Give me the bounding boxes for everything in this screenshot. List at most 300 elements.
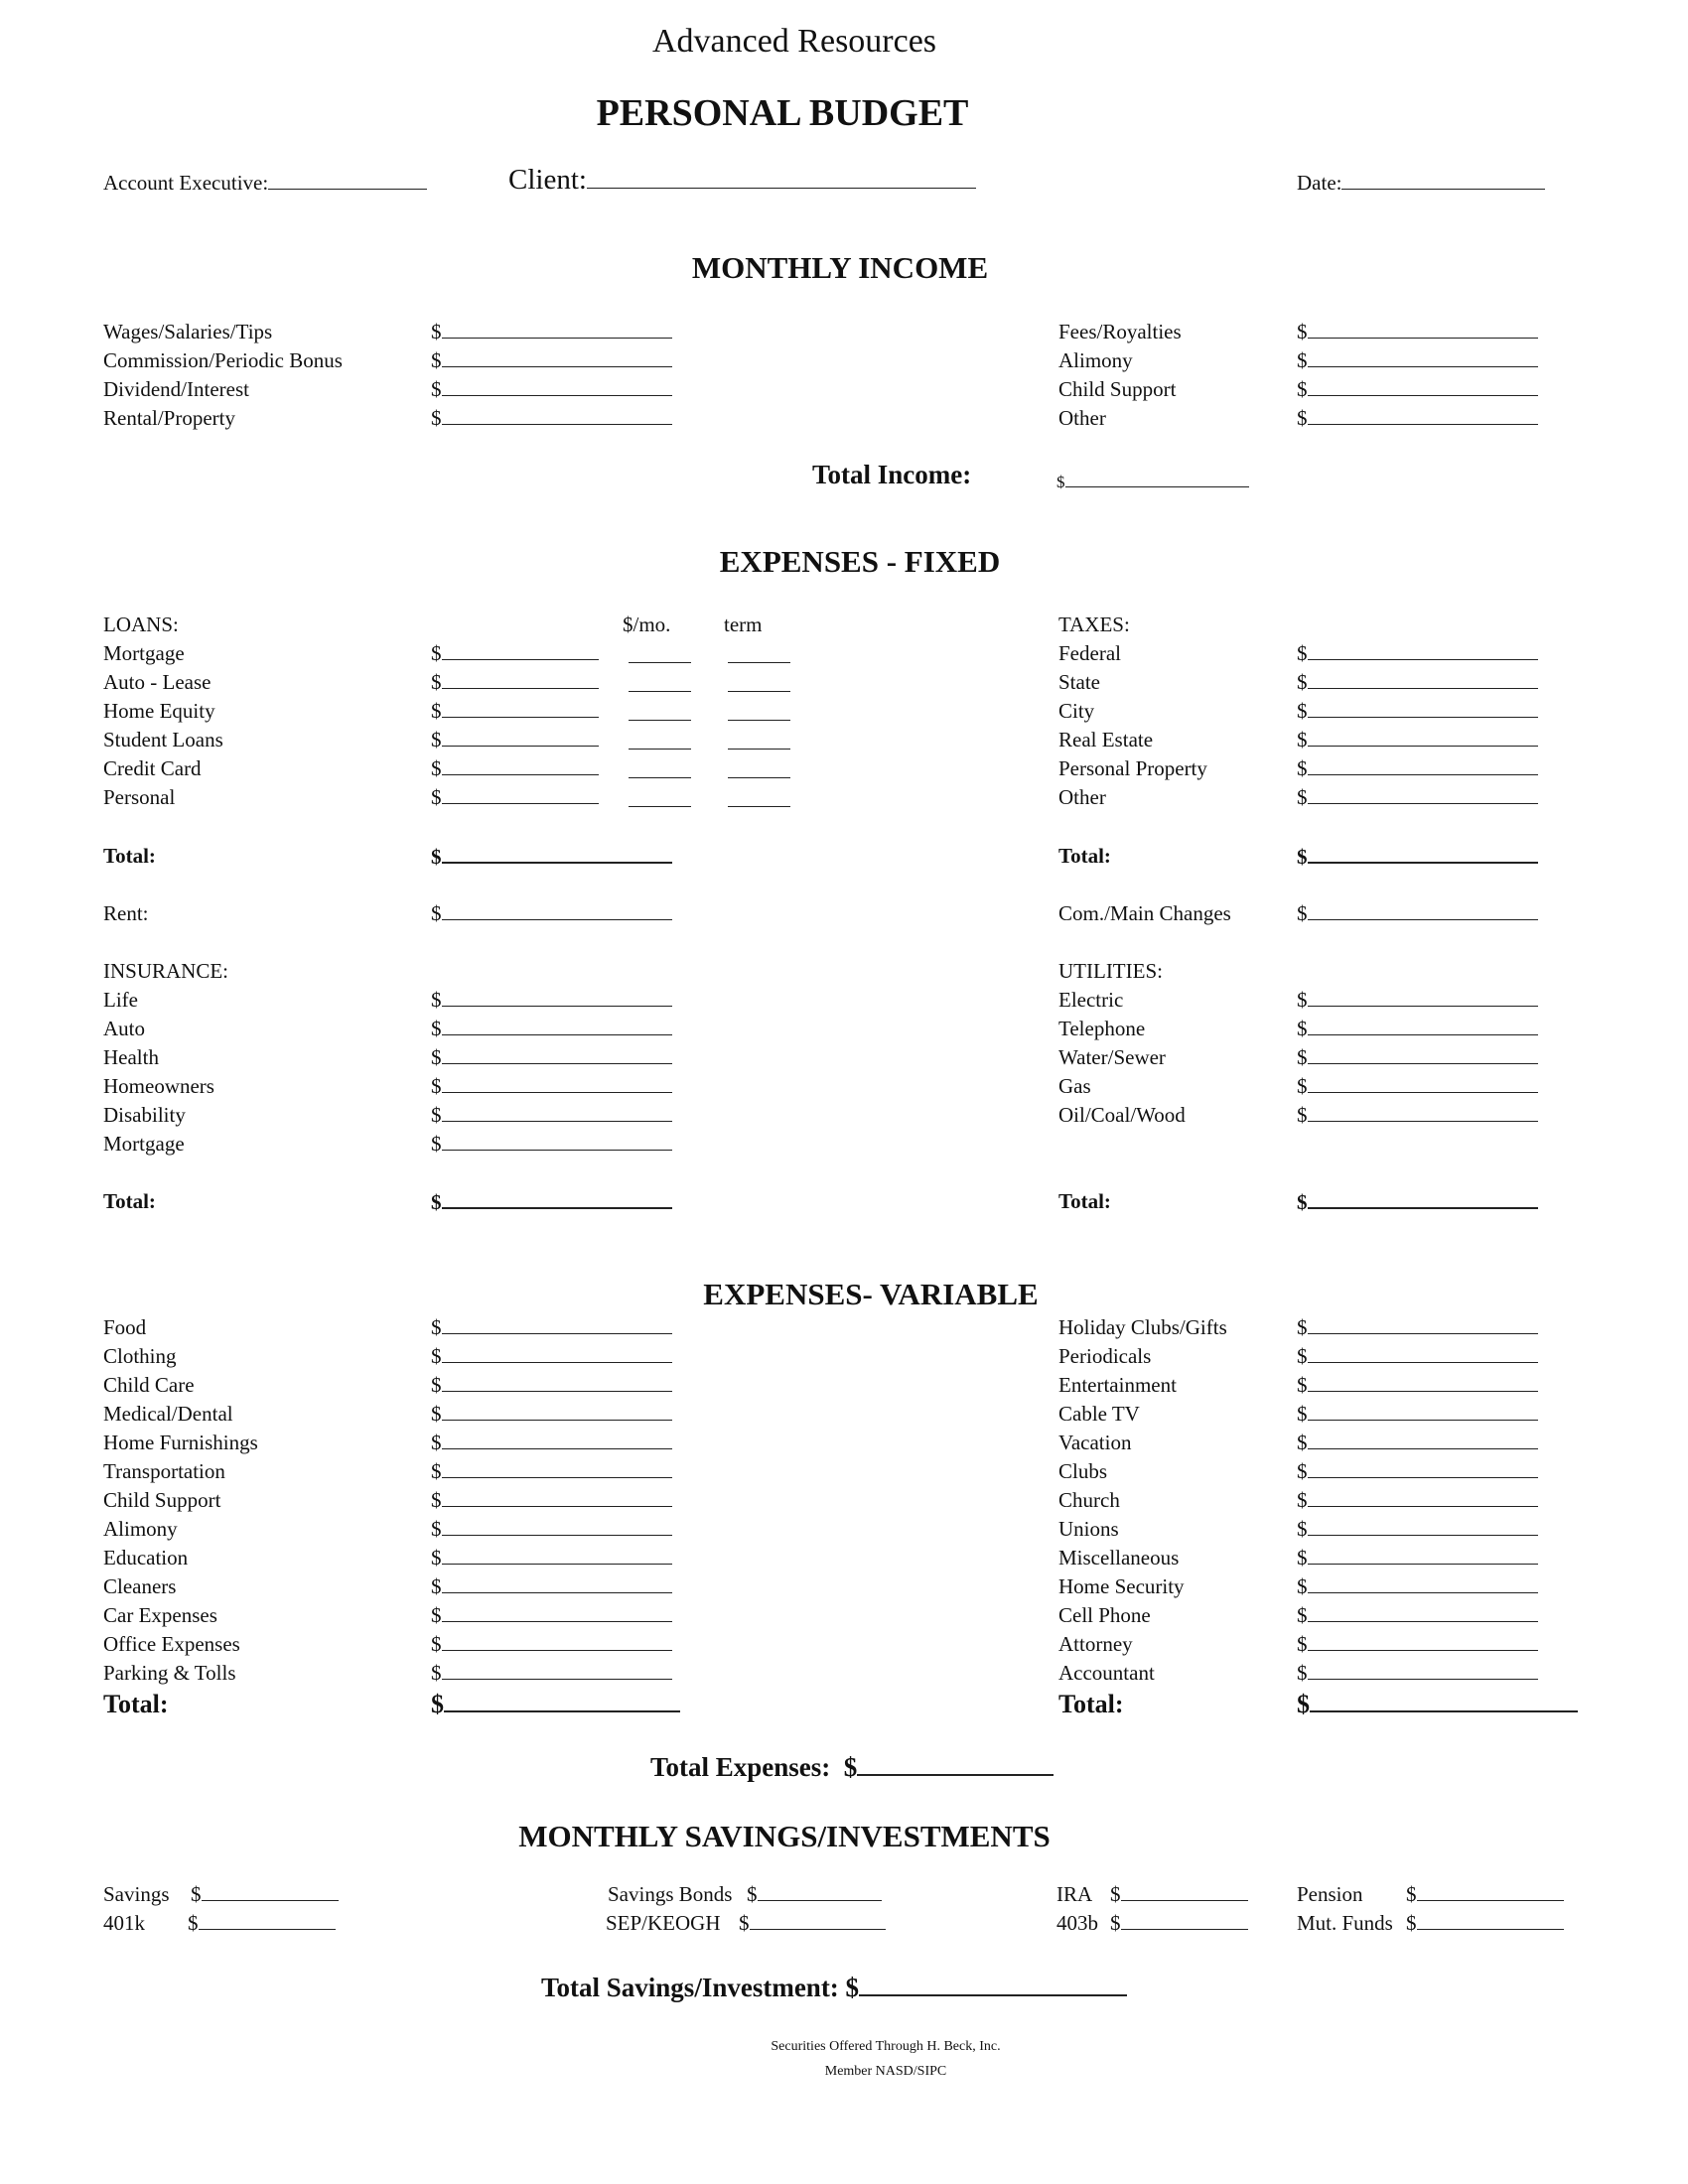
total-income-label: Total Income: (812, 460, 972, 489)
account-executive-field (103, 171, 427, 195)
savings-item-label: Pension (1297, 1882, 1363, 1906)
income-item-amount-input[interactable] (442, 320, 672, 339)
tax-item-label: Federal (1058, 641, 1121, 665)
variable-item-amount-field (431, 1431, 672, 1454)
variable-item-amount-input[interactable] (1308, 1488, 1538, 1507)
currency-sign: $ (431, 728, 442, 751)
loan-item-per-month-input[interactable] (629, 731, 691, 750)
client-input[interactable] (587, 164, 976, 189)
currency-sign: $ (431, 1045, 442, 1069)
income-item-amount-field (1297, 406, 1538, 430)
utility-item-amount-input[interactable] (1308, 1045, 1538, 1064)
currency-sign: $ (1297, 1373, 1308, 1397)
taxes-total-label: Total: (1058, 844, 1111, 868)
variable-item-label: Vacation (1058, 1431, 1132, 1454)
insurance-item-amount-field (431, 1045, 672, 1069)
currency-sign: $ (1406, 1911, 1417, 1935)
savings-item-input[interactable] (1121, 1882, 1248, 1901)
variable-item-label: Office Expenses (103, 1632, 240, 1656)
loan-item-per-month-input[interactable] (629, 644, 691, 663)
income-item-amount-input[interactable] (442, 406, 672, 425)
variable-item-label: Holiday Clubs/Gifts (1058, 1315, 1227, 1339)
variable-left-total-field (431, 1690, 680, 1719)
currency-sign: $ (431, 1315, 442, 1339)
rent-input[interactable] (442, 901, 672, 920)
insurance-total-input[interactable] (442, 1189, 672, 1209)
currency-sign: $ (1297, 901, 1308, 925)
company-name: Advanced Resources (651, 23, 937, 60)
variable-item-amount-field (431, 1661, 672, 1685)
loan-item-term-input[interactable] (728, 731, 790, 750)
variable-item-amount-input[interactable] (442, 1402, 672, 1421)
loan-item-per-month-input[interactable] (629, 673, 691, 692)
currency-sign: $ (1297, 377, 1308, 401)
savings-item-field (1406, 1882, 1564, 1906)
loan-item-amount-input[interactable] (442, 756, 599, 775)
currency-sign: $ (431, 901, 442, 925)
loans-total-input[interactable] (442, 844, 672, 864)
variable-item-amount-field (431, 1632, 672, 1656)
savings-item-input[interactable] (202, 1882, 339, 1901)
variable-item-amount-input[interactable] (1308, 1546, 1538, 1565)
currency-sign: $ (1297, 1402, 1308, 1426)
loan-item-term-input[interactable] (728, 759, 790, 778)
variable-item-amount-field (431, 1546, 672, 1570)
currency-sign: $ (431, 1690, 444, 1718)
variable-item-amount-field (1297, 1632, 1538, 1656)
loan-item-label: Credit Card (103, 756, 202, 780)
currency-sign: $ (1297, 1431, 1308, 1454)
insurance-total-field (431, 1189, 672, 1214)
variable-item-amount-field (431, 1488, 672, 1512)
total-savings-input[interactable] (859, 1973, 1127, 1996)
variable-item-amount-field (1297, 1574, 1538, 1598)
taxes-total-field (1297, 844, 1538, 869)
tax-item-label: Real Estate (1058, 728, 1154, 751)
loans-total-label: Total: (103, 844, 156, 868)
loan-item-amount-field (431, 785, 599, 809)
variable-item-label: Home Furnishings (103, 1431, 258, 1454)
savings-item-label: 403b (1056, 1911, 1098, 1935)
variable-item-amount-field (1297, 1459, 1538, 1483)
variable-item-label: Periodicals (1058, 1344, 1152, 1368)
loan-item-amount-field (431, 670, 599, 694)
currency-sign: $ (431, 1431, 442, 1454)
total-savings-field (541, 1972, 1127, 2003)
variable-item-amount-field (431, 1344, 672, 1368)
variable-item-amount-input[interactable] (442, 1517, 672, 1536)
variable-item-label: Church (1058, 1488, 1120, 1512)
rent-field (431, 901, 672, 925)
variable-item-amount-field (1297, 1517, 1538, 1541)
utility-item-amount-field (1297, 1074, 1538, 1098)
currency-sign: $ (431, 1603, 442, 1627)
rent-label: Rent: (103, 901, 149, 925)
tax-item-amount-field (1297, 641, 1538, 665)
tax-item-amount-field (1297, 699, 1538, 723)
variable-item-label: Cell Phone (1058, 1603, 1151, 1627)
income-item-label: Child Support (1058, 377, 1177, 401)
savings-item-input[interactable] (1417, 1911, 1564, 1930)
currency-sign: $ (1297, 1459, 1308, 1483)
savings-item-label: Savings (103, 1882, 170, 1906)
loan-item-per-month-input[interactable] (629, 702, 691, 721)
tax-item-label: State (1058, 670, 1100, 694)
variable-item-label: Child Care (103, 1373, 195, 1397)
taxes-total-input[interactable] (1308, 844, 1538, 864)
income-item-label: Rental/Property (103, 406, 235, 430)
variable-item-amount-input[interactable] (1308, 1661, 1538, 1680)
savings-item-field (1110, 1911, 1248, 1935)
variable-item-amount-field (431, 1603, 672, 1627)
currency-sign: $ (1297, 1488, 1308, 1512)
utility-item-label: Telephone (1058, 1017, 1146, 1040)
tax-item-amount-field (1297, 670, 1538, 694)
currency-sign: $ (1110, 1911, 1121, 1935)
currency-sign: $ (431, 320, 442, 343)
page-title: PERSONAL BUDGET (596, 92, 969, 134)
variable-item-label: Food (103, 1315, 147, 1339)
income-item-amount-input[interactable] (1308, 377, 1538, 396)
loan-item-amount-field (431, 641, 599, 665)
currency-sign: $ (1297, 699, 1308, 723)
loan-item-label: Personal (103, 785, 176, 809)
loan-item-amount-input[interactable] (442, 670, 599, 689)
variable-item-amount-field (1297, 1315, 1538, 1339)
currency-sign: $ (431, 988, 442, 1012)
variable-item-label: Home Security (1058, 1574, 1185, 1598)
tax-item-amount-input[interactable] (1308, 641, 1538, 660)
utilities-total-field (1297, 1189, 1538, 1214)
insurance-item-label: Health (103, 1045, 159, 1069)
variable-right-total-field (1297, 1690, 1578, 1719)
currency-sign: $ (431, 348, 442, 372)
currency-sign: $ (431, 1546, 442, 1570)
savings-heading: MONTHLY SAVINGS/INVESTMENTS (518, 1819, 1051, 1853)
savings-item-input[interactable] (1121, 1911, 1248, 1930)
savings-item-field (747, 1882, 882, 1906)
insurance-label: INSURANCE: (103, 959, 229, 983)
variable-item-label: Car Expenses (103, 1603, 217, 1627)
insurance-item-amount-field (431, 1132, 672, 1156)
total-expenses-input[interactable] (857, 1752, 1054, 1776)
insurance-total-label: Total: (103, 1189, 156, 1213)
variable-item-label: Attorney (1058, 1632, 1133, 1656)
variable-item-amount-field (1297, 1402, 1538, 1426)
currency-sign: $ (431, 1344, 442, 1368)
variable-item-amount-input[interactable] (1308, 1402, 1538, 1421)
variable-item-amount-input[interactable] (442, 1603, 672, 1622)
date-field (1297, 171, 1545, 195)
variable-item-amount-input[interactable] (1308, 1373, 1538, 1392)
variable-item-label: Clubs (1058, 1459, 1108, 1483)
insurance-item-label: Mortgage (103, 1132, 185, 1156)
variable-item-amount-input[interactable] (1308, 1344, 1538, 1363)
income-item-amount-field (431, 377, 672, 401)
currency-sign: $ (1297, 1344, 1308, 1368)
total-expenses-currency: $ (843, 1752, 858, 1782)
income-item-label: Dividend/Interest (103, 377, 249, 401)
variable-item-amount-input[interactable] (1308, 1459, 1538, 1478)
variable-item-amount-field (431, 1517, 672, 1541)
utility-item-amount-field (1297, 1017, 1538, 1040)
date-input[interactable] (1341, 171, 1545, 190)
income-item-label: Other (1058, 406, 1106, 430)
variable-item-label: Transportation (103, 1459, 225, 1483)
utilities-total-input[interactable] (1308, 1189, 1538, 1209)
client-field (508, 163, 976, 197)
income-item-amount-field (1297, 348, 1538, 372)
tax-item-amount-field (1297, 785, 1538, 809)
variable-item-amount-input[interactable] (442, 1315, 672, 1334)
utility-item-label: Water/Sewer (1058, 1045, 1166, 1069)
tax-item-amount-input[interactable] (1308, 699, 1538, 718)
currency-sign: $ (431, 1103, 442, 1127)
total-expenses-field (650, 1751, 1054, 1783)
currency-sign: $ (1297, 1632, 1308, 1656)
savings-item-field (188, 1911, 336, 1935)
utilities-label: UTILITIES: (1058, 959, 1163, 983)
income-item-amount-input[interactable] (1308, 348, 1538, 367)
variable-item-label: Accountant (1058, 1661, 1155, 1685)
savings-item-field (739, 1911, 886, 1935)
variable-item-amount-field (431, 1402, 672, 1426)
insurance-item-label: Life (103, 988, 138, 1012)
variable-item-amount-input[interactable] (442, 1632, 672, 1651)
variable-item-label: Clothing (103, 1344, 177, 1368)
currency-sign: $ (431, 1132, 442, 1156)
variable-item-amount-input[interactable] (1308, 1517, 1538, 1536)
currency-sign: $ (431, 1459, 442, 1483)
currency-sign: $ (1297, 1017, 1308, 1040)
currency-sign: $ (1297, 670, 1308, 694)
currency-sign: $ (1297, 1574, 1308, 1598)
currency-sign: $ (431, 785, 442, 809)
currency-sign: $ (431, 1402, 442, 1426)
savings-item-input[interactable] (758, 1882, 882, 1901)
tax-item-amount-input[interactable] (1308, 756, 1538, 775)
account-executive-label: Account Executive: (103, 171, 269, 195)
utility-item-label: Electric (1058, 988, 1124, 1012)
variable-item-amount-input[interactable] (442, 1431, 672, 1449)
loan-item-amount-input[interactable] (442, 641, 599, 660)
variable-item-amount-field (431, 1315, 672, 1339)
variable-item-amount-input[interactable] (442, 1459, 672, 1478)
variable-item-amount-input[interactable] (442, 1373, 672, 1392)
loans-total-field (431, 844, 672, 869)
currency-sign: $ (431, 1190, 442, 1214)
currency-sign: $ (1297, 1690, 1310, 1718)
variable-item-amount-input[interactable] (442, 1574, 672, 1593)
currency-sign: $ (747, 1882, 758, 1906)
per-month-label: $/mo. (623, 613, 671, 636)
variable-item-amount-field (431, 1574, 672, 1598)
variable-item-label: Cleaners (103, 1574, 177, 1598)
variable-item-label: Child Support (103, 1488, 221, 1512)
variable-left-total-input[interactable] (444, 1691, 680, 1712)
savings-item-label: Mut. Funds (1297, 1911, 1393, 1935)
com-main-changes-field (1297, 901, 1538, 925)
currency-sign: $ (1297, 728, 1308, 751)
income-item-amount-input[interactable] (442, 377, 672, 396)
total-expenses-label: Total Expenses: (650, 1752, 831, 1782)
utility-item-label: Gas (1058, 1074, 1091, 1098)
currency-sign: $ (1297, 641, 1308, 665)
currency-sign: $ (431, 1661, 442, 1685)
variable-item-amount-input[interactable] (1308, 1574, 1538, 1593)
currency-sign: $ (1406, 1882, 1417, 1906)
tax-item-label: Other (1058, 785, 1106, 809)
total-savings-label: Total Savings/Investment: (541, 1973, 839, 2002)
loan-item-amount-field (431, 756, 599, 780)
variable-item-label: Parking & Tolls (103, 1661, 236, 1685)
utility-item-amount-input[interactable] (1308, 1103, 1538, 1122)
com-main-changes-label: Com./Main Changes (1058, 901, 1231, 925)
income-item-amount-input[interactable] (442, 348, 672, 367)
loan-item-amount-field (431, 699, 599, 723)
currency-sign: $ (188, 1911, 199, 1935)
insurance-item-amount-field (431, 1103, 672, 1127)
currency-sign: $ (431, 406, 442, 430)
insurance-item-amount-input[interactable] (442, 1074, 672, 1093)
income-item-label: Fees/Royalties (1058, 320, 1182, 343)
savings-item-label: SEP/KEOGH (606, 1911, 721, 1935)
monthly-income-heading: MONTHLY INCOME (691, 250, 989, 285)
savings-item-input[interactable] (199, 1911, 336, 1930)
currency-sign: $ (1297, 845, 1308, 869)
currency-sign: $ (1297, 406, 1308, 430)
insurance-item-amount-input[interactable] (442, 1017, 672, 1035)
tax-item-amount-input[interactable] (1308, 728, 1538, 747)
currency-sign: $ (1297, 1546, 1308, 1570)
variable-item-amount-input[interactable] (442, 1344, 672, 1363)
loan-item-term-input[interactable] (728, 788, 790, 807)
footer-line-1: Securities Offered Through H. Beck, Inc. (771, 2039, 1001, 2054)
currency-sign: $ (739, 1911, 750, 1935)
loan-item-label: Mortgage (103, 641, 185, 665)
currency-sign: $ (1297, 320, 1308, 343)
account-executive-input[interactable] (268, 171, 427, 190)
insurance-item-amount-field (431, 1074, 672, 1098)
variable-item-amount-field (1297, 1661, 1538, 1685)
currency-sign: $ (191, 1882, 202, 1906)
savings-item-label: Savings Bonds (608, 1882, 733, 1906)
currency-sign: $ (1297, 1661, 1308, 1685)
tax-item-amount-field (1297, 728, 1538, 751)
currency-sign: $ (431, 845, 442, 869)
currency-sign: $ (1297, 1517, 1308, 1541)
currency-sign: $ (1297, 1103, 1308, 1127)
variable-left-total-label: Total: (103, 1690, 169, 1718)
currency-sign: $ (1297, 348, 1308, 372)
insurance-item-amount-input[interactable] (442, 1132, 672, 1151)
variable-item-amount-input[interactable] (1308, 1603, 1538, 1622)
client-label: Client: (508, 164, 587, 196)
currency-sign: $ (431, 1373, 442, 1397)
currency-sign: $ (1297, 785, 1308, 809)
savings-item-input[interactable] (1417, 1882, 1564, 1901)
currency-sign: $ (431, 1017, 442, 1040)
loan-item-label: Home Equity (103, 699, 215, 723)
income-item-amount-field (431, 320, 672, 343)
income-item-amount-input[interactable] (1308, 406, 1538, 425)
total-income-input[interactable] (1065, 469, 1249, 487)
variable-item-label: Unions (1058, 1517, 1119, 1541)
income-item-amount-field (431, 406, 672, 430)
loan-item-per-month-input[interactable] (629, 759, 691, 778)
insurance-item-amount-input[interactable] (442, 1103, 672, 1122)
tax-item-amount-input[interactable] (1308, 785, 1538, 804)
variable-item-amount-input[interactable] (442, 1661, 672, 1680)
variable-item-amount-field (1297, 1373, 1538, 1397)
loan-item-amount-field (431, 728, 599, 751)
currency-sign: $ (431, 377, 442, 401)
variable-item-amount-input[interactable] (1308, 1632, 1538, 1651)
insurance-item-amount-input[interactable] (442, 1045, 672, 1064)
currency-sign: $ (1297, 1603, 1308, 1627)
utility-item-amount-input[interactable] (1308, 1017, 1538, 1035)
expenses-fixed-heading: EXPENSES - FIXED (719, 544, 1001, 579)
currency-sign: $ (1297, 1045, 1308, 1069)
variable-item-amount-field (1297, 1488, 1538, 1512)
loan-item-per-month-input[interactable] (629, 788, 691, 807)
currency-sign: $ (431, 1632, 442, 1656)
loan-item-term-input[interactable] (728, 644, 790, 663)
income-item-amount-field (1297, 320, 1538, 343)
currency-sign: $ (431, 1574, 442, 1598)
variable-item-label: Miscellaneous (1058, 1546, 1180, 1570)
variable-item-amount-input[interactable] (1308, 1315, 1538, 1334)
tax-item-amount-input[interactable] (1308, 670, 1538, 689)
loan-item-amount-input[interactable] (442, 785, 599, 804)
loan-item-amount-input[interactable] (442, 699, 599, 718)
variable-right-total-label: Total: (1058, 1690, 1124, 1718)
currency-sign: $ (431, 699, 442, 723)
currency-sign: $ (1297, 1190, 1308, 1214)
tax-item-amount-field (1297, 756, 1538, 780)
currency-sign: $ (431, 641, 442, 665)
variable-item-amount-input[interactable] (442, 1488, 672, 1507)
utility-item-amount-input[interactable] (1308, 1074, 1538, 1093)
total-income-field (1056, 469, 1249, 492)
income-item-amount-input[interactable] (1308, 320, 1538, 339)
savings-item-input[interactable] (750, 1911, 886, 1930)
utility-item-amount-input[interactable] (1308, 988, 1538, 1007)
currency-sign: $ (1110, 1882, 1121, 1906)
variable-item-amount-input[interactable] (442, 1546, 672, 1565)
currency-sign: $ (1297, 988, 1308, 1012)
insurance-item-amount-input[interactable] (442, 988, 672, 1007)
loan-item-amount-input[interactable] (442, 728, 599, 747)
currency-sign: $ (431, 756, 442, 780)
variable-item-amount-input[interactable] (1308, 1431, 1538, 1449)
com-main-changes-input[interactable] (1308, 901, 1538, 920)
currency-sign: $ (1297, 1315, 1308, 1339)
insurance-item-label: Auto (103, 1017, 145, 1040)
currency-sign: $ (1297, 756, 1308, 780)
variable-right-total-input[interactable] (1310, 1691, 1578, 1712)
loan-item-term-input[interactable] (728, 673, 790, 692)
currency-sign: $ (431, 670, 442, 694)
savings-item-label: IRA (1056, 1882, 1093, 1906)
utility-item-amount-field (1297, 988, 1538, 1012)
currency-sign: $ (1297, 1074, 1308, 1098)
variable-item-label: Cable TV (1058, 1402, 1140, 1426)
loan-item-term-input[interactable] (728, 702, 790, 721)
income-item-label: Commission/Periodic Bonus (103, 348, 343, 372)
income-item-amount-field (1297, 377, 1538, 401)
insurance-item-label: Homeowners (103, 1074, 214, 1098)
